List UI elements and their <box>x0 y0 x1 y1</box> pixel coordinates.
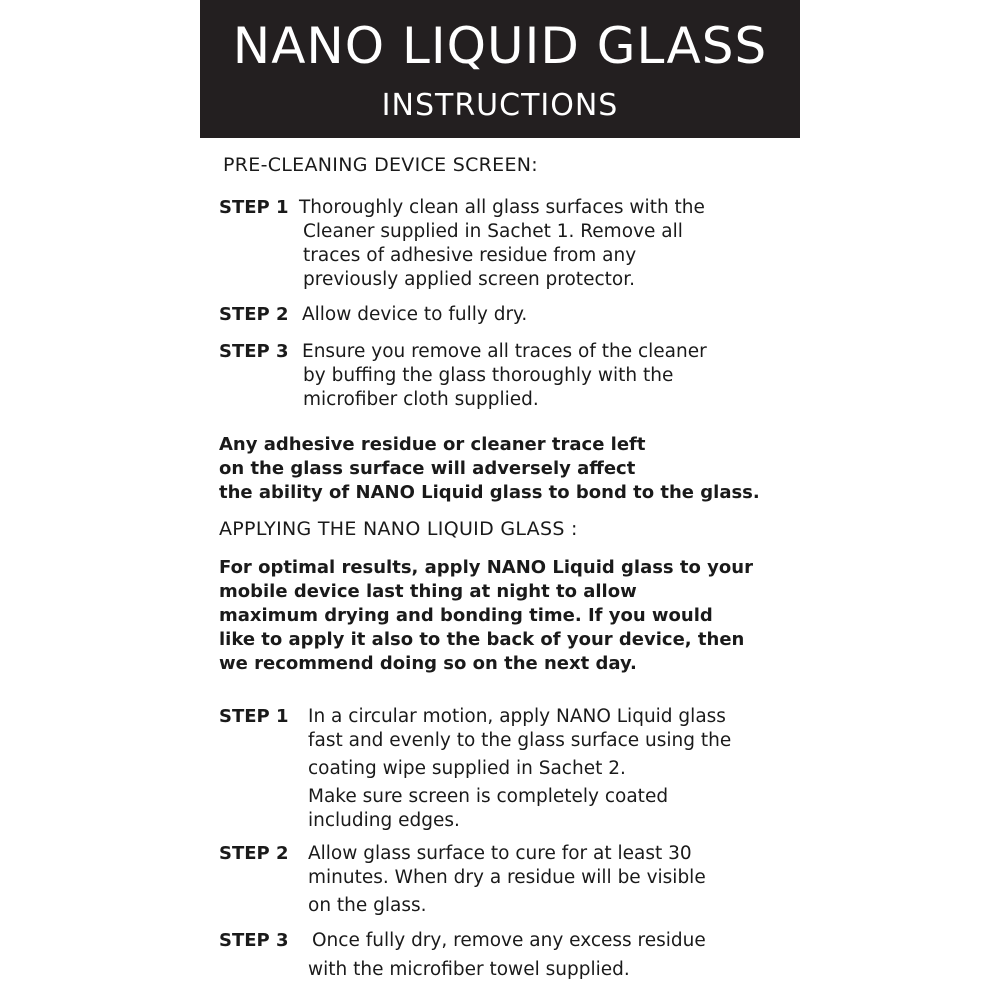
warning-line: the ability of NANO Liquid glass to bond to the glass. <box>219 482 760 503</box>
applying-heading: APPLYING THE NANO LIQUID GLASS : <box>219 518 578 540</box>
step-label: STEP 2 <box>219 843 289 864</box>
step-text-line: Thoroughly clean all glass surfaces with the <box>299 197 705 218</box>
step-label: STEP 2 <box>219 304 289 325</box>
intro-line: like to apply it also to the back of your device, then <box>219 629 745 650</box>
step-text-line: previously applied screen protector. <box>303 269 635 290</box>
step-text-line: coating wipe supplied in Sachet 2. <box>308 758 626 779</box>
intro-line: maximum drying and bonding time. If you would <box>219 605 713 626</box>
step-label: STEP 1 <box>219 706 289 727</box>
intro-line: mobile device last thing at night to allow <box>219 581 637 602</box>
step-text-line: fast and evenly to the glass surface using the <box>308 730 732 751</box>
page-title: NANO LIQUID GLASS <box>232 17 768 75</box>
page-subtitle: INSTRUCTIONS <box>381 88 619 123</box>
step-text-line: Cleaner supplied in Sachet 1. Remove all <box>303 221 683 242</box>
intro-line: we recommend doing so on the next day. <box>219 653 637 674</box>
step-text-line: with the microfiber towel supplied. <box>308 959 630 980</box>
pre-cleaning-heading: PRE-CLEANING DEVICE SCREEN: <box>223 154 538 176</box>
warning-paragraph <box>219 433 760 505</box>
step-text-line: Allow glass surface to cure for at least 30 <box>308 843 692 864</box>
step-text-line: traces of adhesive residue from any <box>303 245 637 266</box>
step-text-line: In a circular motion, apply NANO Liquid glass <box>308 706 726 727</box>
intro-line: For optimal results, apply NANO Liquid glass to your <box>219 557 753 578</box>
step-text-line: microfiber cloth supplied. <box>303 389 539 410</box>
warning-line: Any adhesive residue or cleaner trace left <box>219 434 646 455</box>
step-label: STEP 3 <box>219 930 289 951</box>
step-label: STEP 3 <box>219 341 289 362</box>
step-text-line: Make sure screen is completely coated <box>308 786 669 807</box>
step-text-line: minutes. When dry a residue will be visible <box>308 867 706 888</box>
step-text-line: Allow device to fully dry. <box>302 304 528 325</box>
step-label: STEP 1 <box>219 197 289 218</box>
step-text-line: on the glass. <box>308 895 427 916</box>
step-text-line: Ensure you remove all traces of the cleaner <box>302 341 707 362</box>
header-banner <box>200 0 800 138</box>
step-text-line: including edges. <box>308 810 460 831</box>
step-text-line: Once fully dry, remove any excess residue <box>312 930 706 951</box>
step-text-line: by buffing the glass thoroughly with the <box>303 365 674 386</box>
warning-line: on the glass surface will adversely affect <box>219 458 636 479</box>
applying-intro-paragraph <box>219 556 753 676</box>
